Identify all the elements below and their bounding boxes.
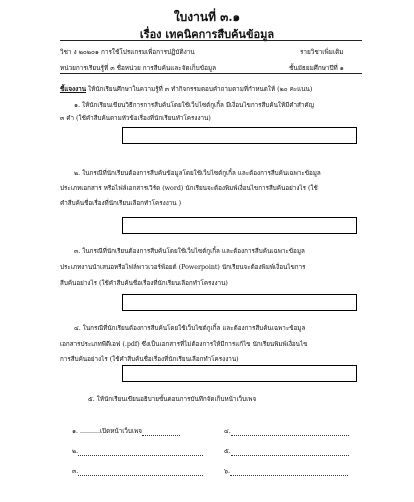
step-4-label: ๔. <box>224 428 231 435</box>
question-3-line-1: ๓. ในกรณีที่นักเรียนต้องการสืบค้นโดยใช้เว็บไซต์กูเกิ้ล และต้องการสืบค้นเฉพาะข้อมูล <box>74 248 305 255</box>
step-6-label: ๖. <box>224 468 230 475</box>
step-1-label: ๑. ..........เปิดหน้าเว็บเพจ <box>72 428 142 435</box>
answer-box-4[interactable] <box>122 365 357 382</box>
unit-info: หน่วยการเรียนรู้ที่ ๓ ชื่อหน่วย การสืบค้นและจัดเก็บข้อมูล <box>60 64 217 72</box>
step-2-label: ๒. <box>72 448 79 455</box>
grade-level: ชั้นมัธยมศึกษาปีที่ ๑ <box>289 64 344 72</box>
step-2[interactable] <box>72 446 203 456</box>
question-5: ๕. ให้นักเรียนเขียนอธิบายขั้นตอนการบันทึกจัดเก็บหน้าเว็บเพจ <box>88 396 257 403</box>
instruction-label: ชี้แจงงาน <box>60 86 87 93</box>
header-divider <box>60 73 362 74</box>
question-2-line-1: ๒. ในกรณีที่นักเรียนต้องการสืบค้นข้อมูลโดยใช้เว็บไซต์กูเกิ้ล และต้องการสืบค้นเฉพาะข้อมูล <box>74 170 321 177</box>
step-4[interactable] <box>224 426 349 436</box>
step-6[interactable] <box>224 466 348 476</box>
answer-box-2[interactable] <box>122 217 357 234</box>
instruction <box>60 84 312 94</box>
answer-box-1[interactable] <box>122 127 357 144</box>
question-1-line-1: ๑. ให้นักเรียนเขียนวิธีการการสืบค้นโดยใช้เว็บไซต์กูเกิ้ล มีเงื่อนไขการสืบค้นให้มีคำสำคัญ <box>74 102 314 109</box>
question-2-line-2: ประเภทเอกสาร หรือไฟล์เอกสารเวิร์ด (word) นักเรียนจะต้องพิมพ์เงื่อนไขการสืบค้นอย่างไร (ใช้ <box>60 185 318 192</box>
question-4-line-3: การสืบค้นอย่างไร (ใช้คำสืบค้นชื่อเรื่องที่นักเรียนเลือกทำโครงงาน) <box>60 356 239 363</box>
question-4-line-2: เอกสารประเภทพีดีเอฟ (.pdf) ซึ่งเป็นเอกสารที่ไม่ต้องการให้มีการแก้ไข นักเรียนพิมพ์เงื่อนไข <box>60 341 308 348</box>
step-5-label: ๕. <box>224 448 231 455</box>
step-1[interactable] <box>72 426 180 436</box>
worksheet-subtitle: เรื่อง เทคนิคการสืบค้นข้อมูล <box>139 28 275 41</box>
step-3[interactable] <box>72 466 203 476</box>
question-4-line-1: ๔. ในกรณีที่นักเรียนต้องการสืบค้นโดยใช้เว็บไซต์กูเกิ้ล และต้องการสืบค้นเฉพาะข้อมูล <box>74 325 306 332</box>
course-type: รายวิชาเพิ่มเติม <box>300 48 344 56</box>
course-info: วิชา ง ๒๐๒๐๑ การใช้โปรแกรมเพื่อการปฏิบัติงาน <box>60 48 195 56</box>
step-5[interactable] <box>224 446 349 456</box>
instruction-text: ให้นักเรียนศึกษาในความรู้ที่ ๓ ทำกิจกรรมตอบคำถามตามที่กำหนดให้ (๒๐ คะแนน) <box>86 86 313 93</box>
question-1-line-2: ๓ คำ (ใช้คำสืบค้นตามหัวข้อเรื่องที่นักเรียนทำโครงงาน) <box>60 115 211 122</box>
question-3-line-2: ประเภทงานนำเสนอหรือไฟล์พาวเวอร์พ้อยต์ (Powerpoint) นักเรียนจะต้องพิมพ์เงื่อนไขการ <box>60 264 306 271</box>
title-divider <box>60 40 362 41</box>
answer-box-3[interactable] <box>122 294 357 311</box>
worksheet-title: ใบงานที่ ๓.๑ <box>173 10 241 24</box>
question-2-line-3: คำสืบค้นชื่อเรื่องที่นักเรียนเลือกทำโครงงาน ) <box>60 200 182 207</box>
question-3-line-3: สืบค้นอย่างไร (ใช้คำสืบค้นชื่อเรื่องที่นักเรียนเลือกทำโครงงาน) <box>60 280 228 287</box>
step-3-label: ๓. <box>72 468 79 475</box>
